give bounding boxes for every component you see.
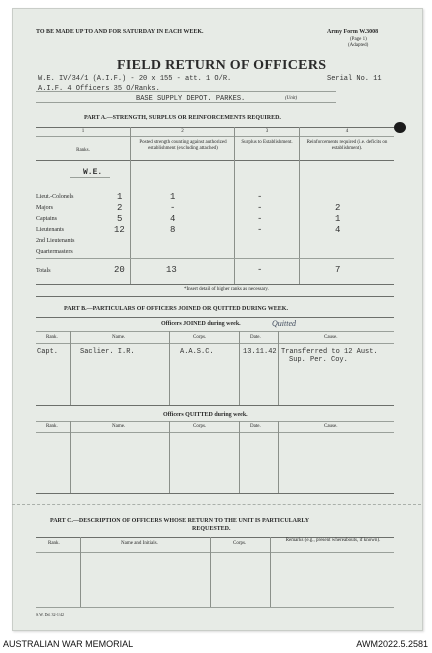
joined-handwritten: Quitted [272, 319, 296, 328]
footer-bar [0, 637, 432, 653]
we-label: W.E. [83, 168, 103, 177]
unit-label: (Unit) [285, 96, 298, 101]
punch-hole [394, 122, 406, 133]
serial-number: Serial No. 11 [327, 75, 382, 83]
footer-institution: AUSTRALIAN WAR MEMORIAL [3, 639, 134, 649]
form-number: Army Form W.3008 [327, 29, 379, 35]
unit-line-1: W.E. IV/34/1 (A.I.F.) - 20 x 155 - att. 1 O/R. [38, 75, 232, 83]
unit-line-2: A.I.F. 4 Officers 35 O/Ranks. [38, 85, 160, 93]
page-title: FIELD RETURN OF OFFICERS [117, 58, 327, 73]
part-c-heading-1: PART C.—DESCRIPTION OF OFFICERS WHOSE RETURN TO THE UNIT IS PARTICULARLY [50, 518, 310, 524]
quitted-title: Officers QUITTED during week. [163, 412, 248, 418]
print-note: S.W. Dd. 32-1/42 [36, 612, 64, 617]
col-posted-strength: Posted strength counting against authorized establishment (excluding attached) [139, 140, 227, 151]
form-page: (Page 1) [350, 37, 367, 42]
col-ranks: Ranks. [76, 148, 90, 153]
footnote: *Insert detail of higher ranks as necessary. [184, 287, 269, 292]
header-note: TO BE MADE UP TO AND FOR SATURDAY IN EACH WEEK. [36, 29, 204, 35]
part-a-heading: PART A.—STRENGTH, SURPLUS OR REINFORCEMENTS REQUIRED. [84, 115, 281, 121]
form-adapted: (Adapted) [348, 43, 369, 48]
joined-title: Officers JOINED during week. [161, 321, 241, 327]
unit-line-3: BASE SUPPLY DEPOT. PARKES. [136, 95, 246, 103]
footer-accession-number: AWM2022.5.2581 [356, 639, 428, 649]
col-reinforcements: Reinforcements required (i.e. deficits on establishment). [306, 140, 388, 151]
part-b-heading: PART B.—PARTICULARS OF OFFICERS JOINED OR QUITTED DURING WEEK. [64, 306, 288, 312]
fold-line [12, 504, 421, 505]
col-surplus: Surplus to Establishment. [241, 140, 293, 145]
part-c-heading-2: REQUESTED. [192, 526, 231, 532]
